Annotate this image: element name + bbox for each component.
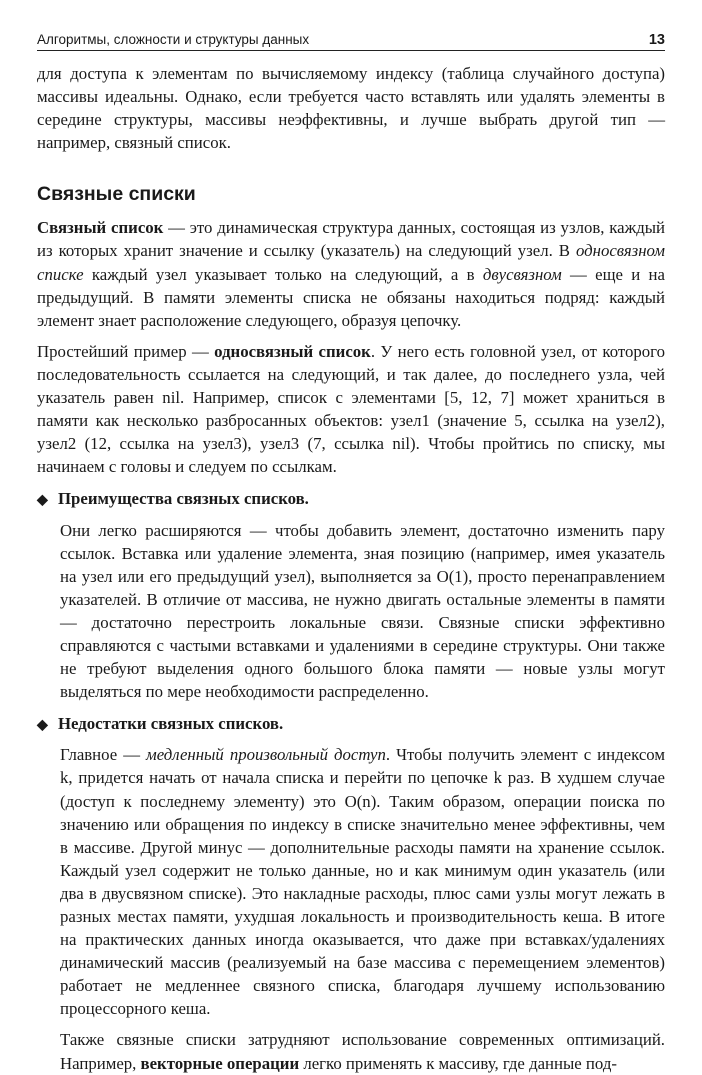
running-header-title: Алгоритмы, сложности и структуры данных	[37, 32, 310, 47]
text-run: — это динамическая структура данных, состоящая из узлов, каждый из которых хранит значение и ссылку (указатель) на следующий узел. В	[37, 218, 665, 261]
text-run: каждый узел указывает только на следующий, а в	[83, 264, 483, 284]
text-run: легко применять к массиву, где данные под-	[299, 1053, 617, 1073]
term-doubly-linked: двусвязном	[482, 264, 562, 284]
diamond-bullet-icon: ◆	[37, 718, 48, 734]
advantages-title: Преимущества связных списков.	[58, 489, 309, 509]
intro-paragraph: для доступа к элементам по вычисляемому индексу (таблица случайного доступа) массивы идеальны. Однако, если требуется часто вставлять или удалять элементы в середине структуры, массивы неэффективны, и лучше выбрать другой тип — например, связный список.	[37, 64, 665, 153]
text-run: . У него есть головной узел, от которого последовательность ссылается на следующий, и так далее, до последнего узла, чей указатель равен nil. Например, список с элементами [5, 12, 7] может храниться в памяти как несколько разбросанных объектов: узел1 (значение 5, ссылка на узел2), узел2 (12, ссылка на узел3), узел3 (7, ссылка nil). Чтобы пройтись по списку, мы начинаем с головы и следуем по ссылкам.	[37, 341, 665, 477]
term-slow-access: медленный произвольный доступ	[146, 745, 386, 765]
advantages-bullet	[37, 487, 665, 512]
text-run: Главное —	[60, 745, 146, 765]
disadvantages-bullet	[37, 712, 665, 737]
text-run: — еще и на предыдущий. В памяти элементы списка не обязаны находиться подряд: каждый элемент знает расположение следующего, образуя цепочку.	[37, 264, 665, 330]
optimizations-text	[37, 1028, 665, 1074]
term-linked-list: Связный список	[37, 218, 164, 238]
text-run: . Чтобы получить элемент с индексом k, придется начать от начала списка и перейти по цепочке k раз. В худшем случае (доступ к последнему элементу) это O(n). Таким образом, операции поиска по значению или обращения по индексу в списке значительно менее эффективны, чем в массиве. Другой минус — дополнительные расходы памяти на хранение ссылок. Каждый узел содержит не только данные, но и как минимум один указатель (или два в двусвязном списке). Это накладные расходы, плюс сами узлы могут лежать в разных местах памяти, ухудшая локальность и производительность кеша. В итоге на практических данных иногда оказывается, что даже при вставках/удалениях динамический массив (реализуемый на базе массива с перемещением элементов) работает не медленнее связного списка, благодаря лучшему использованию процессорного кеша.	[60, 745, 665, 1019]
paragraph-definition	[37, 216, 665, 331]
page-number: 13	[648, 32, 665, 48]
term-vector-ops: векторные операции	[140, 1053, 300, 1073]
diamond-bullet-icon: ◆	[37, 493, 48, 509]
advantages-text: Они легко расширяются — чтобы добавить элемент, достаточно изменить пару ссылок. Вставка или удаление элемента, зная позицию (например, имея указатель на узел или его предыдущий узел), выполняется за O(1), просто перенаправлением указателей. В отличие от массива, не нужно двигать остальные элементы в памяти — достаточно перестроить локальные связи. Связные списки эффективно справляются с частыми вставками и удалениями в середине структуры. Они также не требуют выделения одного большого блока памяти — новые узлы могут выделяться по мере необходимости распределенно.	[60, 520, 665, 702]
disadvantages-text	[37, 743, 665, 1020]
disadvantages-title: Недостатки связных списков.	[58, 714, 284, 734]
text-run: Также связные списки затрудняют использование современных оптимизаций. Например,	[60, 1030, 665, 1073]
term-singly-linked: односвязном списке	[37, 241, 665, 284]
text-run: Простейший пример —	[37, 341, 215, 361]
paragraph-example	[37, 340, 665, 479]
page-body	[37, 62, 665, 1075]
section-heading: Связные списки	[37, 183, 196, 206]
term-singly-linked-list: односвязный список	[214, 341, 371, 361]
running-header	[37, 28, 665, 51]
